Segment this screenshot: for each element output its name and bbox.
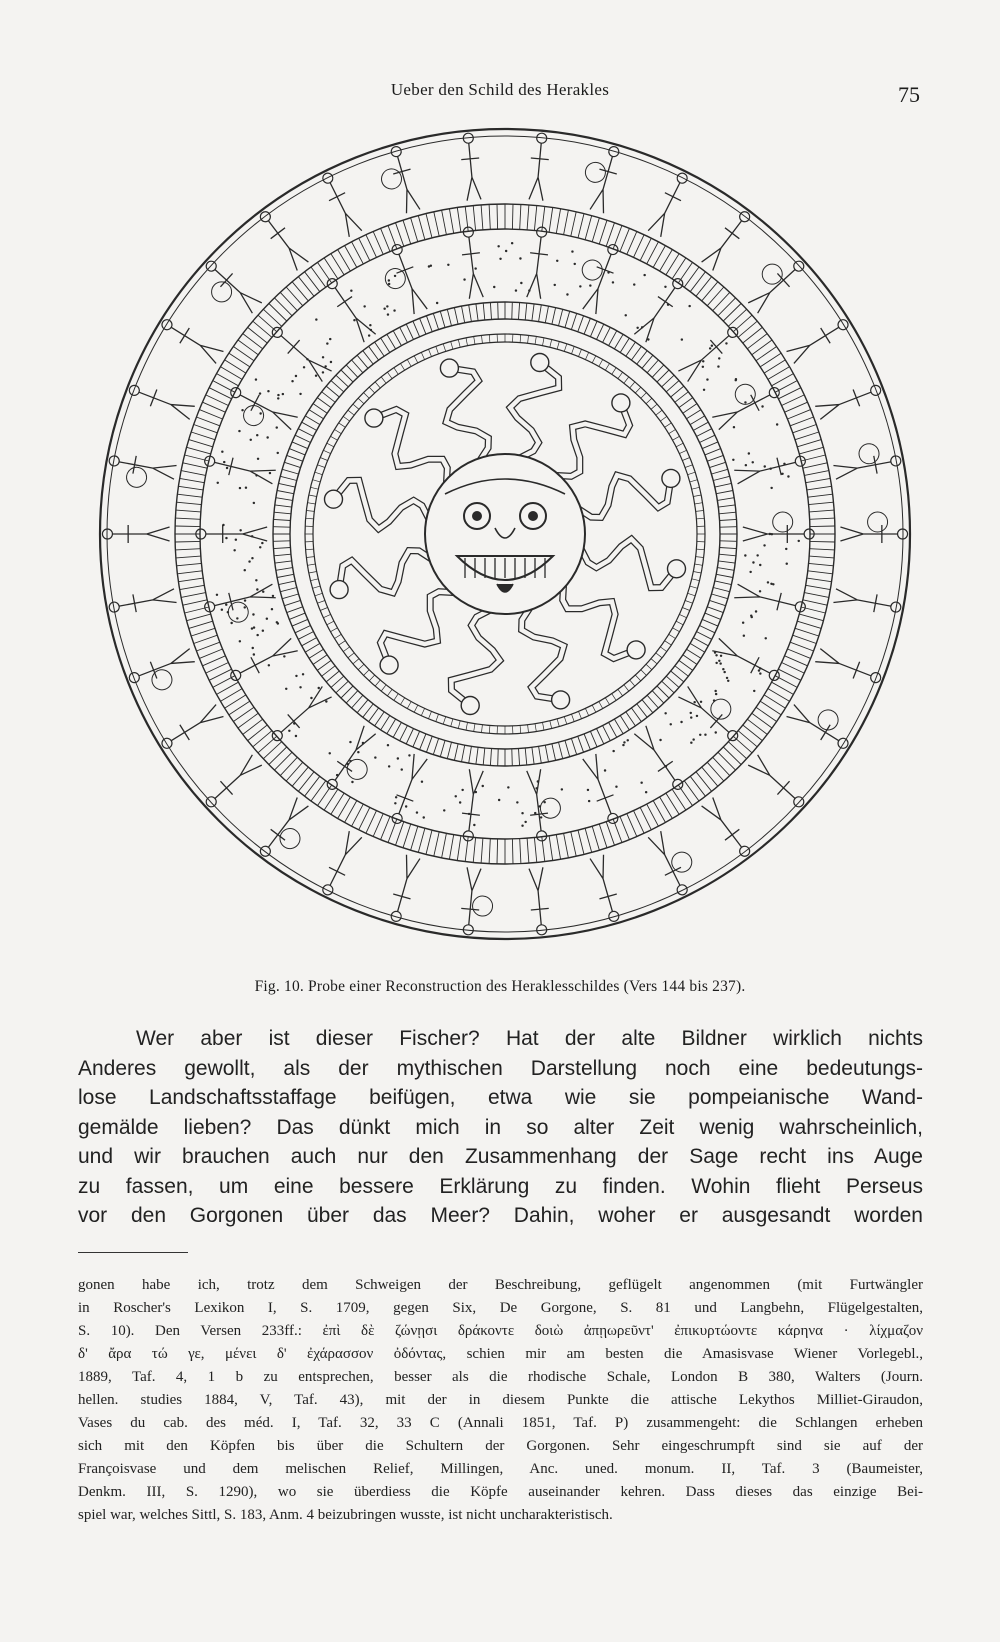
- snake-head: [380, 656, 398, 674]
- snake-head: [330, 581, 348, 599]
- frieze-figure-middle: [711, 637, 783, 686]
- snake-head: [440, 359, 458, 377]
- gorgon-snake-inner: [557, 403, 630, 476]
- footnote-line: in Roscher's Lexikon I, S. 1709, gegen Six, De Gorgone, S. 81 und Langbehn, Flügelgestalten,: [78, 1300, 923, 1316]
- gorgon-snake: [451, 610, 500, 705]
- footnote-line: Vases du cab. des méd. I, Taf. 32, 33 C (Annali 1851, Taf. P) zusammengeht: die Schlangen erheben: [78, 1415, 923, 1431]
- footnote-line: spiel war, welches Sittl, S. 183, Anm. 4 beizubringen wusste, ist nicht uncharakteristisch.: [78, 1507, 613, 1523]
- frieze-figure-outer: [126, 380, 195, 421]
- footnote-line: Françoisvase und dem melischen Relief, Millingen, Anc. uned. monum. II, Taf. 3 (Baumeister,: [78, 1461, 923, 1477]
- gorgon-snake: [381, 592, 454, 665]
- snake-head: [325, 490, 343, 508]
- footnote-line: S. 10). Den Versen 233ff.: ἐπὶ δὲ ζώνῃσι δράκοντε δοιὼ ἀπῃωρεῦντ' ἐπικυρτώοντε κάρηνα · λίχμαζον: [78, 1323, 923, 1339]
- gorgon-snake: [581, 539, 676, 588]
- body-line: gemälde lieben? Das dünkt mich in so alter Zeit wenig wahrscheinlich,: [78, 1115, 923, 1139]
- frieze-figure-outer: [527, 867, 551, 935]
- gorgon-snake: [510, 363, 559, 458]
- frieze-figure-outer: [255, 207, 310, 271]
- frieze-figure-outer: [126, 647, 200, 700]
- frieze-figure-outer: [646, 824, 704, 898]
- frieze-figure-outer: [193, 256, 263, 324]
- gorgon-snake-inner: [374, 410, 447, 483]
- frieze-figure-middle: [743, 512, 814, 543]
- frieze-figure-middle: [387, 753, 429, 826]
- footnote-line: gonen habe ich, trotz dem Schweigen der Beschreibung, geflügelt angenommen (mit Furtwängler: [78, 1277, 923, 1293]
- frieze-figure-outer: [646, 170, 692, 238]
- snake-head: [612, 394, 630, 412]
- frieze-figure-outer: [588, 854, 624, 923]
- gorgon-pupil-right: [529, 512, 538, 521]
- frieze-figure-outer: [840, 512, 907, 543]
- footnote-line: 1889, Taf. 4, 1 b zu entsprechen, besser als die rhodische Schale, London B 380, Walters (Journ.: [78, 1369, 923, 1385]
- snake-head: [662, 469, 680, 487]
- frieze-figure-outer: [747, 753, 809, 812]
- figure-caption: Fig. 10. Probe einer Reconstruction des Heraklesschildes (Vers 144 bis 237).: [254, 978, 746, 995]
- frieze-figure-outer: [102, 525, 169, 543]
- frieze-figure-middle: [525, 767, 564, 842]
- frieze-figure-outer: [459, 132, 483, 200]
- snake-head: [627, 641, 645, 659]
- frieze-figure-outer: [318, 170, 364, 238]
- gorgon-snake: [522, 608, 564, 700]
- frieze-figure-middle: [459, 769, 485, 842]
- body-paragraph: [78, 1024, 923, 1231]
- frieze-figure-outer: [815, 380, 884, 421]
- body-line: Anderes gewollt, als der mythischen Darstellung noch eine bedeutungs-: [78, 1056, 923, 1080]
- frieze-figure-outer: [785, 692, 858, 754]
- frieze-figure-outer: [459, 867, 496, 937]
- snake-head: [365, 409, 383, 427]
- gorgon-snake: [334, 480, 429, 529]
- gorgon-snake: [446, 368, 488, 460]
- footnote-block: [78, 1274, 923, 1527]
- body-line: lose Landschaftsstaffage beifügen, etwa wie sie pompeianische Wand-: [78, 1086, 923, 1109]
- frieze-figure-middle: [734, 582, 808, 616]
- frieze-figure-outer: [738, 247, 808, 315]
- gorgon-snake: [557, 403, 630, 476]
- body-line: vor den Gorgonen über das Meer? Dahin, woher er ausgesandt worden: [78, 1204, 923, 1227]
- frieze-figure-outer: [815, 647, 884, 688]
- frieze-figure-middle: [677, 675, 751, 745]
- footnote-rule: [78, 1252, 188, 1253]
- frieze-figure-middle: [227, 637, 299, 686]
- frieze-figure-outer: [527, 132, 551, 200]
- frieze-figure-outer: [700, 207, 755, 271]
- footnote-line: δ' ἄρα τώ γε, μένει δ' ἐχάρασσον ὀδόντας, schien mir am besten die Amasisvase Wiener Vorlegebl.,: [78, 1346, 923, 1362]
- frieze-figure-middle: [705, 371, 783, 432]
- gorgon-snake: [563, 586, 636, 659]
- body-line: und wir brauchen auch nur den Zusammenhang der Sage recht ins Auge: [78, 1145, 923, 1168]
- snake-head: [531, 354, 549, 372]
- gorgon-snake-inner: [381, 592, 454, 665]
- shield-drawing: [95, 104, 915, 964]
- frieze-figure-middle: [203, 582, 280, 629]
- frieze-figure-outer: [386, 854, 422, 923]
- frieze-figure-middle: [203, 451, 277, 485]
- snake-head: [668, 560, 686, 578]
- frieze-figure-outer: [374, 144, 422, 217]
- page-number: 75: [898, 82, 920, 107]
- frieze-figure-middle: [525, 226, 551, 299]
- frieze-figure-outer: [255, 796, 320, 868]
- frieze-figure-outer: [105, 451, 177, 494]
- gorgon-snake-inner: [563, 586, 636, 659]
- shield-reconstruction-figure: [95, 104, 915, 964]
- frieze-figure-outer: [318, 830, 364, 898]
- gorgon-snake: [579, 475, 671, 517]
- frieze-figure-outer: [833, 587, 902, 617]
- frieze-figure-middle: [196, 525, 267, 543]
- frieze-figure-outer: [831, 438, 903, 481]
- frieze-figure-outer: [108, 587, 177, 617]
- frieze-figure-middle: [322, 725, 388, 801]
- footnote-line: sich mit den Köpfen bis über die Schultern der Gorgonen. Sehr eingeschrumpft sind sie auf der: [78, 1438, 923, 1454]
- gorgon-pupil-left: [473, 512, 482, 521]
- snake-head: [552, 691, 570, 709]
- gorgon-snake: [374, 410, 447, 483]
- body-line: Wer aber ist dieser Fischer? Hat der alte Bildner wirklich nichts: [136, 1027, 923, 1050]
- body-line: zu fassen, um eine bessere Erklärung zu finden. Wohin flieht Perseus: [78, 1174, 923, 1198]
- snake-head: [461, 697, 479, 715]
- frieze-figure-outer: [700, 796, 755, 860]
- running-title: Ueber den Schild des Herakles: [390, 80, 610, 99]
- gorgon-snake: [339, 551, 431, 593]
- footnote-line: Denkm. III, S. 1290), wo sie überdiess die Köpfe auseinander kehren. Dass dieses das einzige Bei-: [78, 1484, 923, 1500]
- frieze-figure-middle: [569, 237, 623, 315]
- footnote-line: hellen. studies 1884, V, Taf. 43), mit der in diesem Punkte die attische Lekythos Milliet-Giraudon,: [78, 1392, 923, 1408]
- frieze-figure-outer: [201, 753, 263, 812]
- frieze-figure-middle: [459, 226, 485, 299]
